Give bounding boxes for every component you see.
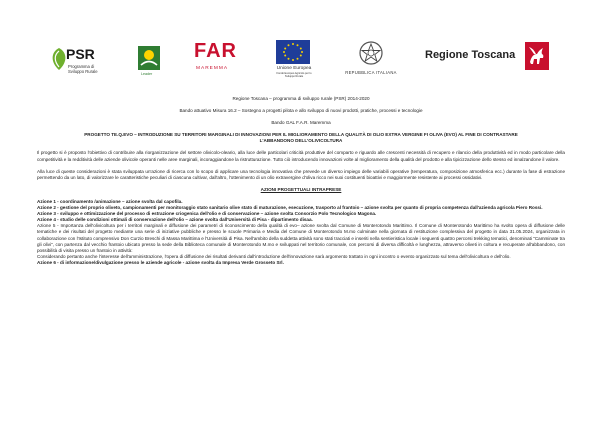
actions-heading: AZIONI PROGETTUALI INTRAPRESE [260,186,342,192]
far-subtitle: MAREMMA [196,66,229,71]
italy-logo [343,38,399,84]
action-item: Azione 3 - sviluppo e ottimizzazione del processo di estrazione criogenica dell'olio e di conservazione – azione svolta Consorzio Polo Tecnologico Magona. [37,211,377,217]
far-logo [192,38,237,84]
far-title: FAR [194,40,237,62]
program-line: Regione Toscana – programma di sviluppo rurale (PSR) 2014-2020 [232,96,370,101]
logo-row [0,38,600,86]
action-item: Azione 6 - di informazione/divulgazione presso le aziende agricole - azione svolta da Impresa Verde Grosseto Srl. [37,259,284,265]
eu-caption: Unione Europea [276,66,312,71]
eu-flag-icon [276,40,310,64]
action-item: Azione 2 - gestione del proprio oliveto, campionamenti per monitoraggio stato sanitario olive stato di maturazione, esecuzione, trasporto al frantoio – azione svolta per quanto di propria competenza dall'azienda agricola Piero Rossi. [37,205,543,211]
paragraph-objective: Il progetto si è proposto l'obiettivo di contribuire alla riorganizzazione del settore olivicolo-oleario, alla luce delle particolari criticità produttive del comparto e riguardo alle crescenti necessità di recupero e rilancio della produttività ed in modo particolare della competitività e la redditività delle aziende olivicole operanti nelle aree marginali, incoraggiandone la ristrutturazione. Tutto ciò introducendo innovazioni volte al miglioramento della qualità del prodotto e alla tipicizzazione dello stesso ed innalzandone il valore. [37,150,565,162]
toscana-name: Regione Toscana [425,49,516,61]
project-title-2: L'ABBANDONO DELL'OLIVICOLTURA [259,138,343,144]
document-body [37,96,565,266]
italy-emblem-icon [358,40,384,66]
psr-logo [48,38,106,84]
pegasus-icon [525,42,549,70]
psr-subtitle: Programma di Sviluppo Rurale [68,64,98,74]
bando-line: Bando attuativo Misura 16.2 – Sostegno a progetti pilota e allo sviluppo di nuovi prodotti, pratiche, processi e tecnologie [179,108,423,114]
toscana-logo [425,38,555,84]
leader-icon [138,46,160,70]
italy-caption: REPUBBLICA ITALIANA [345,70,397,75]
eu-logo [272,38,322,84]
action-item: Azione 1 - coordinamento /animazione – azione svolta dal capofila. [37,198,183,204]
eu-subcaption: Fondo Europeo Agricolo per lo Sviluppo Rurale [276,72,312,78]
gal-line: Bando GAL F.A.R. Maremma [271,120,331,126]
leader-logo [138,38,160,84]
project-title-1: PROGETTO TE.Q.EVO – INTRODUZIONE SU TERRITORI MARGINALI DI INNOVAZIONI PER IL MIGLIORAMENTO DELLA QUALITÀ DI OLIO EXTRA VERGINE FI OLIVA (EVO) AL FINE DI CONTRASTARE [84,132,518,138]
action-note: Considerando pertanto anche l'interesse dell'amministrazione, l'opera di diffusione dei risultati derivanti dall'introduzione dell'innovazione sarà argomento trattato in ogni incontro o evento organizzato sul tema dell'olivicoltura e dell'olio. [37,253,511,259]
leader-name: Leader [141,72,153,76]
action-item: Azione 5 - Importanza dell'olivicoltura per i territori marginali e diffusione dei parametri di riconoscimento della qualità di evo– azione svolta dal Comune di Monterotondo Marittimo. Il Comune di Monterotondo Marittimo ha svolto opera di diffusione delle tematiche e dei risultati del progetto mediante una serie di iniziative pubbliche e presso le scuole Primaria e Media del Comune di Monterotondo M.mo culminate nella giornata di restituzione complessiva del progetto in data 31.05.2024, organizzata in collaborazione con l'Istituto comprensivo Don Curzio Breschi di Massa Marittima e l'Università di Pisa. Nell'ambito della suddetta attività sono stati tracciati e inseriti nella sentieristica locale i seguenti quattro percorsi trekking tematici, denominati "Camminate tra gli olivi", con partenza dal vecchio frantoio ubicato presso la sede della Biblioteca comunale di Monterotondo M.mo e sviluppati nel territorio comunale, con percorsi di diversa difficoltà e lunghezza, attraverso oliveti in coltura e recuperate all'abbandono, con possibilità di visita presso un frantoio in attività: [37,223,565,253]
psr-title: PSR [66,46,95,62]
action-item: Azione 4 - studio delle condizioni ottimali di conservazione dell'olio – azione svolta dall'Università di Pisa - dipartimento disaa. [37,217,313,223]
paragraph-research: Alla luce di queste considerazioni è stata sviluppata un'azione di ricerca con lo scopo di applicare una tecnologia innovativa che prevede un diverso impiego delle variabili operative (temperatura, composizione atmosferica ecc.) durante la fase di estrazione permettendo da un lato, di valorizzare le caratteristiche peculiari di ciascuna cultivar, dall'altro, l'ottenimento di un olio extravergine d'oliva ricco nei suoi costituenti bioattivi e maggiormente resistente ai processi ossidativi. [37,168,565,180]
